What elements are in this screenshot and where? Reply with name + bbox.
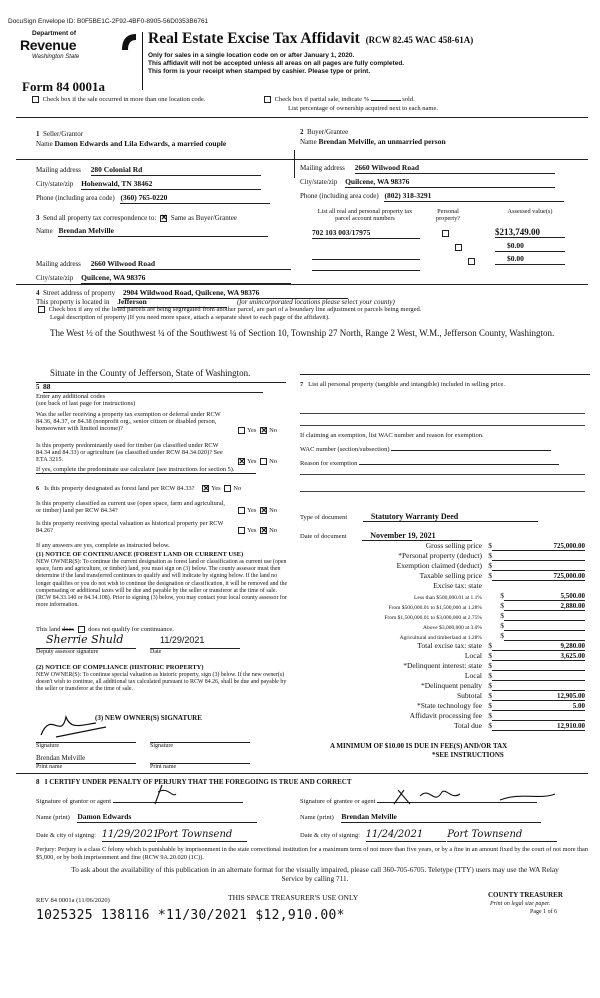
tax-calculation [300, 541, 585, 731]
assessor-sig-label: Deputy assessor signature [36, 648, 136, 656]
seller-name-field[interactable]: Damon Edwards and Lila Edwards, a married couple [54, 139, 227, 148]
located-note: (for unincorporated locations please select your county) [236, 298, 395, 306]
wac-label: WAC number (section/subsection) [300, 446, 390, 453]
sec6-q3-yes[interactable] [238, 527, 245, 534]
grantee-city-field[interactable]: Port Townsend [447, 829, 557, 842]
sec6-q3-no[interactable] [260, 527, 267, 534]
personal-col-header: Personal property? [435, 208, 461, 223]
assessor-date-label: Date [150, 648, 240, 656]
minimum-due-note: A MINIMUM OF $10.00 IS DUE IN FEE(S) AND/OR TAX [330, 742, 508, 750]
same-as-buyer-label: Same as Buyer/Grantee [170, 214, 237, 222]
legal-label: Legal description of property (If you need more space, attach a separate sheet to each page of the affidavit). [50, 314, 330, 321]
seller-phone-field[interactable]: (360) 765-0220 [120, 194, 270, 204]
same-as-buyer-checkbox[interactable] [160, 215, 167, 222]
seller-name-label: Name [36, 140, 53, 148]
section6-number: 6 [36, 485, 40, 492]
form-title-ref: (RCW 82.45 WAC 458-61A) [365, 35, 474, 45]
buyer-name-label: Name [300, 138, 317, 146]
calc-row: Affidavit processing fee $ [300, 711, 585, 721]
yes-label: Yes [247, 458, 257, 465]
new-owner-signature[interactable] [36, 705, 116, 745]
calc-value[interactable] [504, 620, 585, 621]
calc-label: Local [464, 651, 482, 661]
no-label: No [269, 507, 278, 514]
sec6-q2-yes[interactable] [238, 507, 245, 514]
grantor-city-field[interactable]: Port Townsend [157, 829, 247, 842]
owner-sig-label-2: Signature [150, 742, 250, 750]
corr-city-field[interactable]: Quilcene, WA 98376 [81, 274, 291, 284]
yes-label: Yes [247, 527, 257, 534]
corr-city-label: City/state/zip [36, 274, 74, 282]
partial-sold-label: sold. [402, 96, 415, 103]
calc-row: Taxable selling price $ 725,000.00 [300, 571, 585, 581]
partial-sale-label: Check box if partial sale, indicate % [274, 96, 370, 103]
certify-heading: I CERTIFY UNDER PENALTY OF PERJURY THAT THE FOREGOING IS TRUE AND CORRECT [44, 778, 352, 786]
calc-row: Local $ 3,625.00 [300, 651, 585, 661]
no-label: No [269, 427, 278, 434]
grantor-name-label: Name (print) [36, 814, 70, 821]
multi-location-checkbox[interactable] [32, 96, 39, 103]
situate-text: Situate in the County of Jefferson, State of Washington. [50, 368, 251, 378]
calc-label: From $500,000.01 to $1,500,000 at 1.28% [388, 604, 482, 611]
new-owner-heading: (3) NEW OWNER(S) SIGNATURE [95, 714, 202, 722]
calc-row: From $500,000.01 to $1,500,000 at 1.28% $ 2,880.00 [300, 601, 585, 611]
section2-number: 2 [300, 128, 304, 136]
buyer-heading: Buyer/Grantee [307, 128, 349, 136]
calc-label: Gross selling price [425, 541, 482, 551]
does-not-qualify-checkbox[interactable] [78, 626, 85, 633]
calc-label: *State technology fee [417, 701, 482, 711]
legal-description[interactable]: The West ½ of the Southwest ¼ of the Southwest ¼ of Section 10, Township 27 North, Range 2 West, W.M., Jefferson County, Washington. [50, 328, 555, 338]
envelope-id: DocuSign Envelope ID: B0F5BE1C-2F92-4BF0-8905-56D0353B6761 [8, 18, 209, 25]
sec6-q2: Is this property classified as current use (open space, farm and agricultural, or timber) land per RCW 84.34? [36, 500, 226, 515]
calc-value[interactable]: 5,500.00 [504, 592, 585, 601]
street-address-field[interactable]: 2904 Wildwood Road, Quilcene, WA 98376 [123, 289, 348, 299]
reason-label: Reason for exemption [300, 460, 358, 467]
calc-row: *Delinquent interest: state $ [300, 661, 585, 671]
located-label: This property is located in [36, 298, 110, 306]
owner-print-label: Print name [36, 763, 136, 771]
assessed-col-header: Assessed value(s) [507, 208, 553, 215]
land-suffix: does not qualify for continuance. [88, 626, 174, 633]
partial-note: List percentage of ownership acquired next to each name. [288, 105, 438, 112]
grantee-signature[interactable] [390, 784, 560, 808]
grantee-sig-label: Signature of grantee or agent [300, 798, 376, 805]
sec5-q1-no[interactable] [260, 427, 267, 434]
calc-row: Above $3,000,000 at 3.0% $ [300, 621, 585, 631]
buyer-name-field[interactable]: Brendan Melville, an unmarried person [318, 137, 446, 146]
parcel-col-header: List all real and personal property tax parcel account numbers [317, 208, 413, 223]
seller-phone-label: Phone (including area code) [36, 194, 115, 202]
yes-label: Yes [247, 507, 257, 514]
grantor-sig-label: Signature of grantor or agent [36, 798, 112, 805]
section4-number: 4 [36, 289, 40, 297]
grantor-name-field[interactable]: Damon Edwards [77, 813, 257, 823]
form-title: Real Estate Excise Tax Affidavit [148, 30, 360, 47]
buyer-phone-field[interactable]: (802) 318-3291 [384, 192, 564, 202]
calc-label: Total excise tax: state [417, 641, 482, 651]
assessed-value-1[interactable]: $213,749.00 [495, 227, 565, 238]
sec6-q3: Is this property receiving special valuation as historical property per RCW 84.26? [36, 520, 224, 535]
wa-seal-icon [120, 32, 138, 52]
calc-value[interactable] [492, 560, 585, 561]
calc-label: Taxable selling price [419, 571, 482, 581]
section1-number: 1 [36, 130, 40, 138]
calc-label: *Delinquent interest: state [403, 661, 482, 671]
calc-value[interactable]: 3,625.00 [492, 652, 585, 661]
assessor-signature[interactable]: Sherrie Shuld [46, 633, 124, 646]
section3-number: 3 [36, 214, 40, 222]
corr-name-label: Name [36, 227, 53, 235]
buyer-mail-field[interactable]: 2660 Wilwood Road [355, 164, 555, 174]
historic-text: NEW OWNER(S): To continue special valuation as historic property, sign (3) below. If the new owner(s) doesn't wish to continue, all additional tax calculated pursuant to RCW 84.26, shall be due and payable by the seller or transferor at the time of sale. [36, 672, 287, 693]
sec5-q2-no[interactable] [260, 458, 267, 465]
calc-row: Total due $ 12,910.00 [300, 721, 585, 731]
calc-label: Excise tax: state [433, 581, 482, 591]
land-prefix: This land [36, 626, 61, 633]
historic-heading: (2) NOTICE OF COMPLIANCE (HISTORIC PROPERTY) [36, 664, 204, 671]
calc-row: *Personal property (deduct) $ [300, 551, 585, 561]
grantor-signature[interactable] [150, 782, 180, 807]
parcel-number-field-2[interactable] [312, 252, 420, 260]
doc-type-label: Type of document [300, 514, 348, 521]
treasurer-use: THIS SPACE TREASURER'S USE ONLY [228, 893, 359, 902]
calc-row: Local $ [300, 671, 585, 681]
calc-value[interactable] [504, 640, 585, 641]
legal-size-note: Print on legal size paper. [490, 901, 551, 907]
calc-value[interactable] [492, 680, 585, 681]
yes-label: Yes [211, 485, 221, 492]
parcel-number-field-3[interactable] [312, 263, 420, 271]
segregated-label: Check box if any of the listed parcels are being segregated from another parcel, are part of a boundary line adjustment or parcels being merged. [48, 306, 422, 313]
calc-value[interactable]: 725,000.00 [492, 572, 585, 581]
header-note1: Only for sales in a single location code on or after January 1, 2020. [148, 52, 355, 59]
yes-label: Yes [247, 427, 257, 434]
owner-sig-label: Signature [36, 742, 136, 750]
calc-label: Exemption claimed (deduct) [396, 561, 482, 571]
calc-label: Affidavit processing fee [409, 711, 482, 721]
wac-field[interactable] [391, 450, 551, 451]
partial-sale-checkbox[interactable] [264, 96, 271, 103]
calc-label: Above $3,000,000 at 3.0% [423, 624, 482, 631]
personal-property-checkbox-2[interactable] [455, 244, 462, 251]
seller-mail-label: Mailing address [36, 166, 81, 174]
section7-number: 7 [300, 381, 304, 388]
continuance-heading: (1) NOTICE OF CONTINUANCE (FOREST LAND OR CURRENT USE) [36, 551, 244, 558]
sec6-q2-no[interactable] [260, 507, 267, 514]
seller-heading: Seller/Grantor [43, 130, 84, 138]
calc-row: *State technology fee $ 5.00 [300, 701, 585, 711]
dept-line2: Revenue [20, 37, 77, 53]
section8-number: 8 [36, 778, 40, 786]
seller-city-label: City/state/zip [36, 180, 74, 188]
calc-row: Less than $500,000.01 at 1.1% $ 5,500.00 [300, 591, 585, 601]
multi-location-label: Check box if the sale occurred in more than one location code. [42, 96, 206, 103]
calc-value[interactable]: 725,000.00 [492, 542, 585, 551]
doc-type-field[interactable]: Statutory Warranty Deed [363, 512, 538, 522]
calc-value[interactable]: 9,280.00 [492, 642, 585, 651]
calc-value[interactable] [492, 720, 585, 721]
assessed-value-2[interactable]: $0.00 [495, 242, 565, 252]
corr-mail-field[interactable]: 2660 Wilwood Road [91, 260, 291, 270]
calc-value[interactable] [492, 690, 585, 691]
sec5-q3: If yes, complete the predominate use calculator (see instructions for section 5). [36, 466, 256, 474]
grantee-name-field[interactable]: Brendan Melville [341, 813, 541, 823]
calc-value[interactable]: 12,905.00 [492, 692, 585, 701]
personal-property-checkbox-3[interactable] [468, 258, 475, 265]
additional-codes-note: (see back of last page for instructions) [36, 400, 136, 408]
calc-value[interactable]: 5.00 [492, 702, 585, 711]
calc-value[interactable] [492, 670, 585, 671]
county-field[interactable]: Jefferson [117, 298, 227, 308]
buyer-mail-label: Mailing address [300, 164, 345, 172]
doc-date-field[interactable]: November 19, 2021 [362, 531, 472, 541]
sec7-text: List all personal property (tangible and intangible) included in selling price. [308, 381, 506, 388]
seller-city-field[interactable]: Hohenwald, TN 38462 [81, 180, 261, 190]
header-note2: This affidavit will not be accepted unless all areas on all pages are fully completed. [148, 60, 405, 68]
buyer-city-field[interactable]: Quilcene, WA 98376 [345, 178, 555, 188]
header-note3: This form is your receipt when stamped by cashier. Please type or print. [148, 68, 371, 76]
calc-label: *Personal property (deduct) [398, 551, 482, 561]
street-label: Street address of property [43, 289, 116, 297]
page-number: Page 1 of 6 [530, 909, 558, 915]
calc-label: Less than $500,000.01 at 1.1% [414, 594, 482, 601]
calc-value[interactable]: 2,880.00 [504, 602, 585, 611]
sec6-q1-no[interactable] [224, 485, 231, 492]
buyer-phone-label: Phone (including area code) [300, 192, 379, 200]
calc-row: Subtotal $ 12,905.00 [300, 691, 585, 701]
availability-text: To ask about the availability of this publication in an alternate format for the visually impaired, please call 360-705-6705. Teletype (TTY) users may use the WA Relay Service by calling 711. [71, 865, 559, 883]
sec6-q4: If any answers are yes, complete as instructed below. [36, 542, 170, 549]
calc-label: Local [464, 671, 482, 681]
sec5-q1-yes[interactable] [238, 427, 245, 434]
assessor-date[interactable]: 11/29/2021 [160, 635, 205, 645]
calc-row: From $1,500,000.01 to $3,000,000 at 2.75% $ [300, 611, 585, 621]
partial-percent-field[interactable] [371, 100, 401, 101]
grantee-name-label: Name (print) [300, 814, 334, 821]
revenue-logo [20, 30, 142, 72]
sec5-q2-yes[interactable] [238, 458, 245, 465]
owner-print-label-2: Print name [150, 763, 250, 771]
grantee-date-label: Date & city of signing: [300, 832, 360, 839]
assessed-value-3[interactable]: $0.00 [495, 255, 565, 265]
rev-number: REV 84 0001a (11/06/2020) [36, 897, 110, 904]
calc-row: Total excise tax: state $ 9,280.00 [300, 641, 585, 651]
location-code-field[interactable]: 88 [43, 383, 263, 393]
exempt-label: If claiming an exemption, list WAC number and reason for exemption. [300, 432, 484, 439]
parcel-number-field[interactable]: 702 103 003/17975 [312, 229, 420, 239]
calc-row: *Delinquent penalty $ [300, 681, 585, 691]
sec6-q1: Is this property designated as forest land per RCW 84.33? [44, 485, 195, 492]
land-does-option[interactable]: does [62, 626, 74, 633]
calc-row: Exemption claimed (deduct) $ [300, 561, 585, 571]
sec5-q2: Is this property predominantly used for timber (as classified under RCW 84.34 and 84.33) or agriculture (as classified under RCW 84.34.020)? See ETA 3215. [36, 442, 223, 464]
corr-heading: Send all property tax correspondence to: [43, 214, 157, 222]
treasurer-stamp: 1025325 138116 *11/30/2021 $12,910.00* [36, 908, 345, 923]
calc-row: Agricultural and timberland at 1.28% $ [300, 631, 585, 641]
calc-value[interactable]: 12,910.00 [492, 722, 585, 731]
county-treasurer: COUNTY TREASURER [488, 891, 563, 899]
calc-row: Gross selling price $ 725,000.00 [300, 541, 585, 551]
personal-property-checkbox-1[interactable] [442, 230, 449, 237]
additional-codes-label: Enter any additional codes [36, 393, 106, 400]
form-number: Form 84 0001a [22, 79, 106, 94]
grantor-date-label: Date & city of signing: [36, 832, 96, 839]
sec5-q1: Was the seller receiving a property tax exemption or deferral under RCW 84.36, 84.37, or 84.38 (nonprofit org., senior citizen or disabled person, homeowner with limited income)? [36, 411, 221, 433]
reason-field[interactable] [359, 464, 559, 465]
no-label: No [269, 458, 278, 465]
calc-label: *Delinquent penalty [420, 681, 482, 691]
no-label: No [269, 527, 278, 534]
corr-mail-label: Mailing address [36, 260, 81, 268]
continuance-text: NEW OWNER(S): To continue the current designation as forest land or classification as current use (open space, farm and agriculture, or timber) land, you must sign on (3) below. The county assessor must then determine if the land transferred continues to qualify and will indicate by signing below. If the land no longer qualifies or you do not wish to continue the designation or classification, it will be removed and the compensating or additional taxes will be due and payable by the seller or transferor at the time of sale. (RCW 84.33.140 or 84.34.108). Prior to signing (3) below, you may contact your local county assessor for more information. [36, 559, 288, 609]
calc-label: Agricultural and timberland at 1.28% [399, 634, 482, 641]
calc-value[interactable] [492, 570, 585, 571]
calc-label: From $1,500,000.01 to $3,000,000 at 2.75% [384, 614, 482, 621]
grantee-date-field[interactable]: 11/24/2021 [366, 829, 446, 842]
perjury-text: Perjury: Perjury is a class C felony which is punishable by imprisonment in the state correctional institution for a maximum term of not more than five years, or by a fine in an amount fixed by the court of not more than $5,000, or by both imprisonment and fine (RCW 9A.20.020 (1C)). [36, 846, 588, 861]
calc-label: Subtotal [456, 691, 482, 701]
dept-line1: Department of [32, 30, 77, 37]
calc-label: Total due [453, 721, 482, 731]
calc-row [300, 581, 585, 591]
owner-print-name[interactable]: Brendan Melville [36, 754, 86, 762]
doc-date-label: Date of document [300, 533, 347, 540]
buyer-city-label: City/state/zip [300, 178, 338, 186]
sec6-q1-yes[interactable] [202, 485, 209, 492]
segregated-checkbox[interactable] [38, 306, 45, 313]
dept-line3: Washington State [32, 54, 80, 60]
grantor-date-field[interactable]: 11/29/2021 [101, 829, 160, 840]
no-label: No [233, 485, 242, 492]
see-instructions-note: *SEE INSTRUCTIONS [432, 751, 504, 759]
calc-value[interactable] [504, 630, 585, 631]
seller-mail-field[interactable]: 280 Colonial Rd [91, 166, 261, 176]
corr-name-field[interactable]: Brendan Melville [58, 227, 268, 237]
section5-number: 5 [36, 383, 40, 391]
